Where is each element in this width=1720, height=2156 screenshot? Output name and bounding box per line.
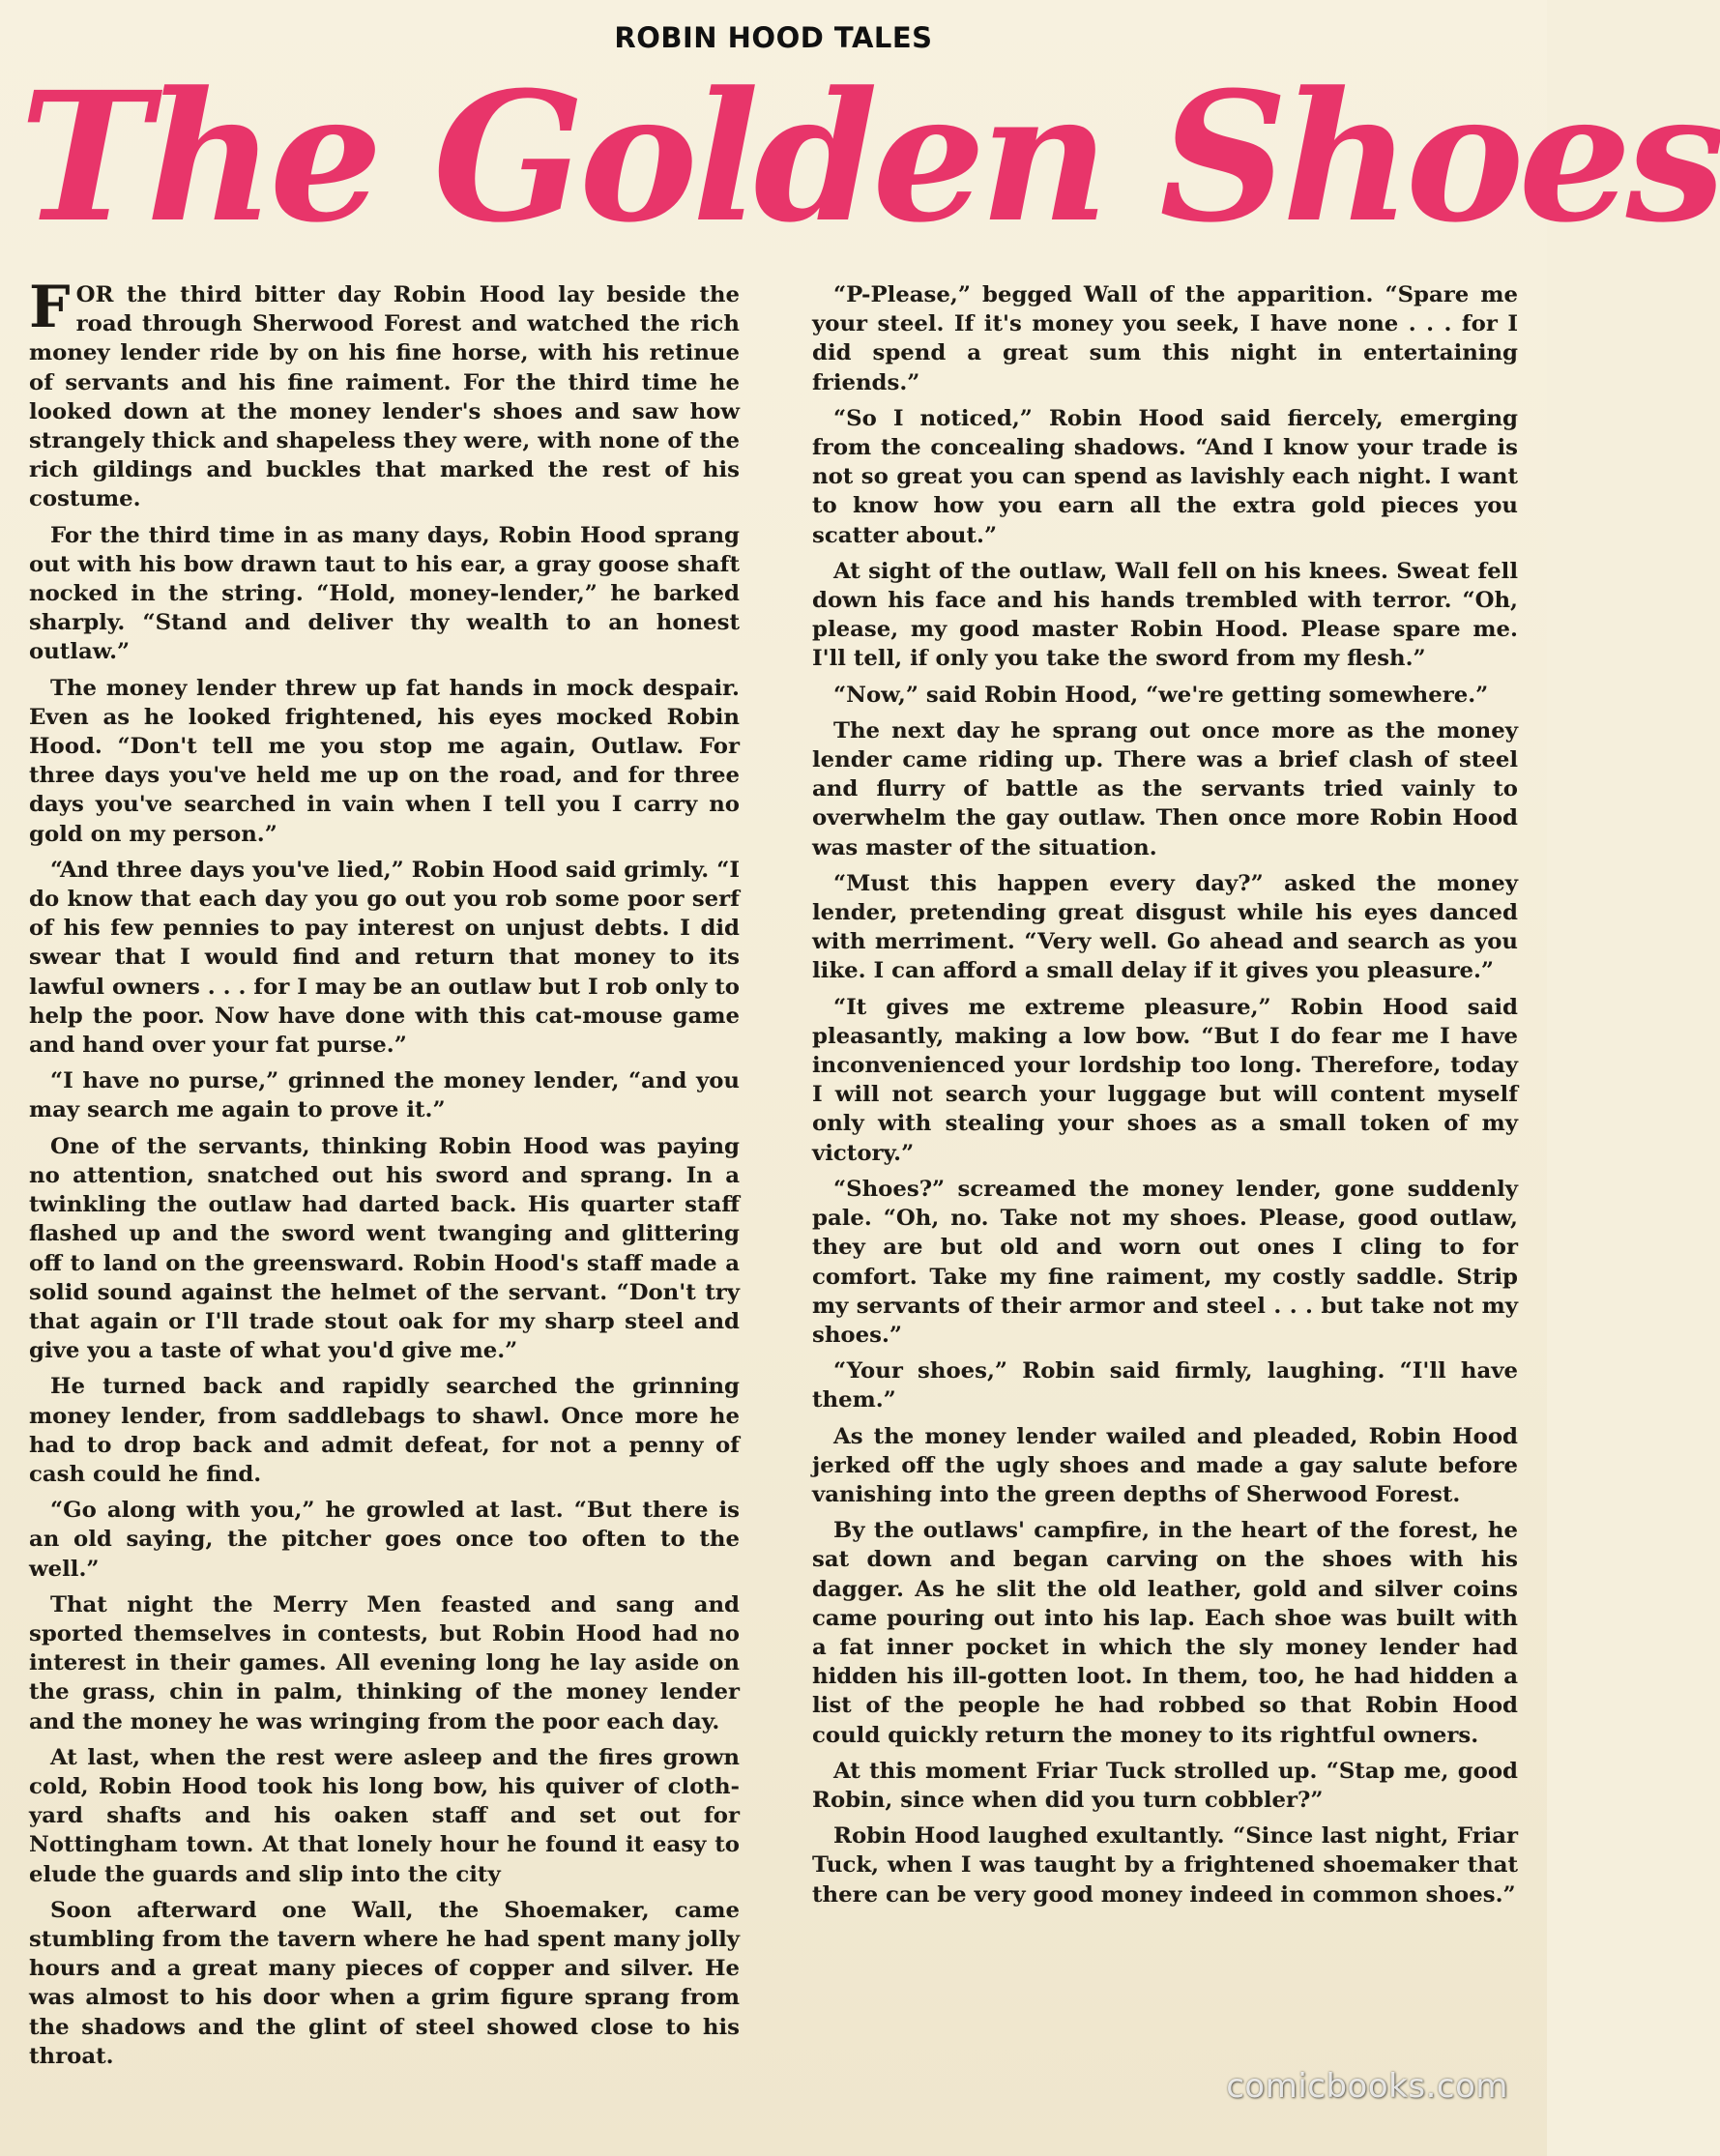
story-paragraph: At sight of the outlaw, Wall fell on his knees. Sweat fell down his face and his hands trembled with terror. “Oh, please, my good master Robin Hood. Please spare me. I'll tell, if only you take the sword from my flesh.” <box>812 558 1518 672</box>
story-paragraph: That night the Merry Men feasted and sang and sported themselves in contests, but Robin Hood had no interest in their games. All evening long he lay aside on the grass, chin in palm, thinking of the money lender and the money he was wringing from the poor each day. <box>29 1591 740 1734</box>
story-paragraph: For the third time in as many days, Robin Hood sprang out with his bow drawn taut to his ear, a gray goose shaft nocked in the string. “Hold, money-lender,” he barked sharply. “Stand and deliver thy wealth to an honest outlaw.” <box>29 522 740 665</box>
story-paragraph: One of the servants, thinking Robin Hood was paying no attention, snatched out his sword and sprang. In a twinkling the outlaw had darted back. His quarter staff flashed up and the sword went twanging and glittering off to land on the greensward. Robin Hood's staff made a solid sound against the helmet of the servant. “Don't try that again or I'll trade stout oak for my sharp steel and give you a taste of what you'd give me.” <box>29 1133 740 1364</box>
story-title: The Golden Shoes <box>19 53 1720 262</box>
story-paragraph: As the money lender wailed and pleaded, Robin Hood jerked off the ugly shoes and made a gay salute before vanishing into the green depths of Sherwood Forest. <box>812 1423 1518 1507</box>
story-paragraph: “So I noticed,” Robin Hood said fiercely, emerging from the concealing shadows. “And I know your trade is not so great you can spend as lavishly each night. I want to know how you earn all the extra gold pieces you scatter about.” <box>812 405 1518 548</box>
story-paragraph: The money lender threw up fat hands in mock despair. Even as he looked frightened, his eyes mocked Robin Hood. “Don't tell me you stop me again, Outlaw. For three days you've held me up on the road, and for three days you've searched in vain when I tell you I carry no gold on my person.” <box>29 675 740 847</box>
left-column <box>29 274 740 2078</box>
story-paragraph: “P-Please,” begged Wall of the apparition. “Spare me your steel. If it's money you seek, I have none . . . for I did spend a great sum this night in entertaining friends.” <box>812 282 1518 395</box>
story-paragraph: The next day he sprang out once more as the money lender came riding up. There was a brief clash of steel and flurry of battle as the servants tried vainly to overwhelm the gay outlaw. Then once more Robin Hood was master of the situation. <box>812 717 1518 860</box>
story-paragraph: By the outlaws' campfire, in the heart of the forest, he sat down and began carving on the shoes with his dagger. As he slit the old leather, gold and silver coins came pouring out into his lap. Each shoe was built with a fat inner pocket in which the sly money lender had hidden his ill-gotten loot. In them, too, he had hidden a list of the people he had robbed so that Robin Hood could quickly return the money to its rightful owners. <box>812 1518 1518 1748</box>
drop-cap: F <box>29 274 71 341</box>
right-column <box>812 280 1518 1916</box>
story-paragraph: “I have no purse,” grinned the money lender, “and you may search me again to prove it.” <box>29 1068 740 1123</box>
series-header: ROBIN HOOD TALES <box>614 21 933 54</box>
story-paragraph: “Go along with you,” he growled at last. “But there is an old saying, the pitcher goes once too often to the well.” <box>29 1498 740 1582</box>
story-paragraph: “Your shoes,” Robin said firmly, laughing. “I'll have them.” <box>812 1358 1518 1413</box>
watermark: comicbooks.com <box>1226 2067 1508 2106</box>
story-paragraph: Robin Hood laughed exultantly. “Since last night, Friar Tuck, when I was taught by a frightened shoemaker that there can be very good money indeed in common shoes.” <box>812 1823 1518 1908</box>
story-paragraph: Soon afterward one Wall, the Shoemaker, came stumbling from the tavern where he had spent many jolly hours and a great many pieces of copper and silver. He was almost to his door when a grim figure sprang from the shadows and the glint of steel showed close to his throat. <box>29 1897 740 2069</box>
story-paragraph: At this moment Friar Tuck strolled up. “Stap me, good Robin, since when did you turn cobbler?” <box>812 1758 1518 1813</box>
story-paragraph: “Shoes?” screamed the money lender, gone suddenly pale. “Oh, no. Take not my shoes. Please, good outlaw, they are but old and worn out ones I cling to for comfort. Take my fine raiment, my costly saddle. Strip my servants of their armor and steel . . . but take not my shoes.” <box>812 1176 1518 1348</box>
story-paragraph: He turned back and rapidly searched the grinning money lender, from saddlebags to shawl. Once more he had to drop back and admit defeat, for not a penny of cash could he find. <box>29 1374 740 1487</box>
story-paragraph: “Now,” said Robin Hood, “we're getting somewhere.” <box>833 682 1489 708</box>
story-paragraph: “Must this happen every day?” asked the money lender, pretending great disgust while his eyes danced with merriment. “Very well. Go ahead and search as you like. I can afford a small delay if it gives you pleasure.” <box>812 870 1518 984</box>
story-paragraph: “And three days you've lied,” Robin Hood said grimly. “I do know that each day you go out you rob some poor serf of his few pennies to pay interest on unjust debts. I did swear that I would find and return that money to its lawful owners . . . for I may be an outlaw but I rob only to help the poor. Now have done with this cat-mouse game and hand over your fat purse.” <box>29 857 740 1059</box>
story-paragraph: “It gives me extreme pleasure,” Robin Hood said pleasantly, making a low bow. “But I do fear me I have inconvenienced your lordship too long. Therefore, today I will not search your luggage but will content myself only with stealing your shoes as a small token of my victory.” <box>812 994 1518 1166</box>
story-paragraph: FOR the third bitter day Robin Hood lay beside the road through Sherwood Forest and watched the rich money lender ride by on his fine horse, with his retinue of servants and his fine raiment. For the third time he looked down at the money lender's shoes and saw how strangely thick and shapeless they were, with none of the rich gildings and buckles that marked the rest of his costume. <box>29 274 740 512</box>
story-paragraph: At last, when the rest were asleep and the fires grown cold, Robin Hood took his long bow, his quiver of cloth-yard shafts and his oaken staff and set out for Nottingham town. At that lonely hour he found it easy to elude the guards and slip into the city <box>29 1744 740 1887</box>
